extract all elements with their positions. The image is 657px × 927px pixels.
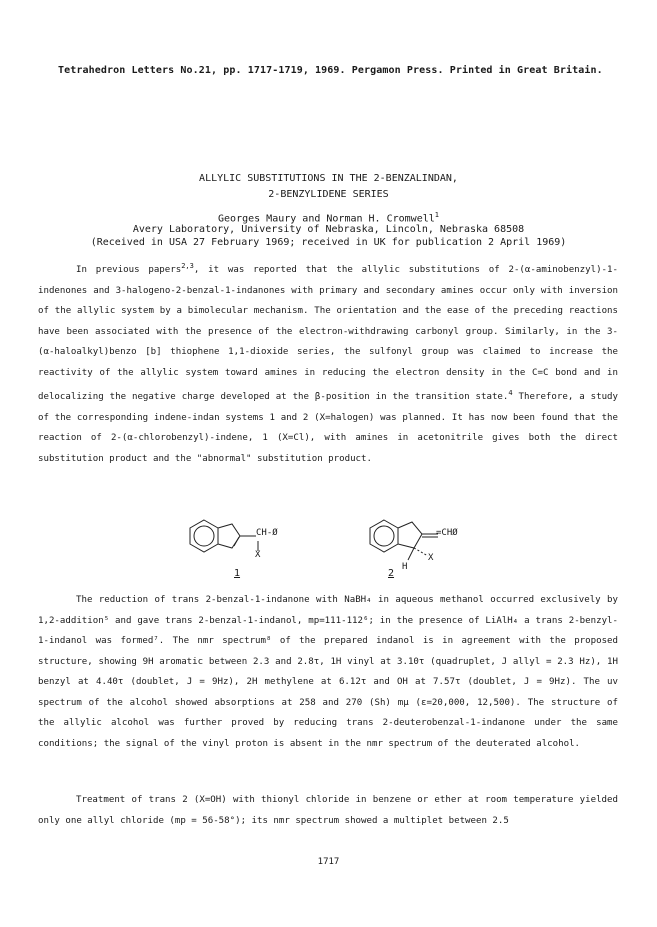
s1-compound-number: 1 <box>234 568 241 579</box>
reduction-paragraph: The reduction of trans 2-benzal-1-indanone with NaBH₄ in aqueous methanol occurred exclusively by 1,2-addition⁵ and gave trans 2-benzal-1-indanol, mp=111-112⁶; in the presence of LiAlH₄ a trans 2-benzyl-1-indanol was formed⁷. The nmr spectrum⁸ of the prepared indanol is in agreement with the proposed structure, showing 9H aromatic between 2.3 and 2.8τ, 1H vinyl at 3.10τ (quadruplet, J allyl = 2.3 Hz), 1H benzyl at 4.40τ (doublet, J = 9Hz), 2H methylene at 6.12τ and OH at 7.57τ (doublet, J = 9Hz). The uv spectrum of the alcohol showed absorptions at 258 and 270 (Sh) mμ (ε=20,000, 12,500). The structure of the allylic alcohol was further proved by reducing trans 2-deuterobenzal-1-indanone under the same conditions; the signal of the vinyl proton is absent in the nmr spectrum of the deuterated alcohol. <box>38 595 618 749</box>
intro-paragraph <box>38 256 618 469</box>
body-paragraph-3 <box>38 790 618 831</box>
s2-x-bond <box>414 548 428 556</box>
page-number: 1717 <box>317 857 340 867</box>
s1-x-label: X <box>255 550 261 560</box>
s2-h-bond <box>408 548 414 560</box>
treatment-paragraph: Treatment of trans 2 (X=OH) with thionyl chloride in benzene or ether at room temperature yielded only one allyl chloride (mp = 56-58°); its nmr spectrum showed a multiplet between 2.5 <box>38 795 618 826</box>
author-footnote-mark: 1 <box>434 211 439 219</box>
author-names <box>0 211 657 224</box>
s1-aromatic-circle <box>194 526 214 546</box>
ref-4: 4 <box>508 389 513 398</box>
ref-2-3: 2,3 <box>181 262 194 270</box>
intro-text-a: In previous papers <box>76 265 182 276</box>
s2-group-label: =CHØ <box>436 528 458 538</box>
s1-double-bond <box>234 537 239 546</box>
s1-group-label: CH-Ø <box>256 528 278 538</box>
intro-text-b: , it was reported that the allylic substitutions of 2-(α-aminobenzyl)-1-indenones and 3-halogeno-2-benzal-1-indanones with primary and secondary amines occur only with inversion of the allylic system by a bimolecular mechanism. The orientation and the ease of the preceding reactions have been associated with the presence of the electron-withdrawing carbonyl group. Similarly, in the 3-(α-haloalkyl)benzo [b] thiophene 1,1-dioxide series, the sulfonyl group was claimed to increase the reactivity of the allylic system toward amines in reducing the electron density in the C=C bond and in delocalizing the negative charge developed at the β-position in the transition state. <box>38 265 618 403</box>
intro-text-c: Therefore, a study of the corresponding indene-indan systems 1 and 2 (X=halogen) was planned. It has now been found that the reaction of 2-(α-chlorobenzyl)-indene, 1 (X=Cl), with amines in acetonitrile gives both the direct substitution product and the "abnormal" substitution product. <box>38 392 618 464</box>
s2-five-ring <box>398 522 422 548</box>
article-title-line-1: ALLYLIC SUBSTITUTIONS IN THE 2-BENZALINDAN, <box>199 173 458 184</box>
s1-five-ring <box>218 524 240 548</box>
author-names-text: Georges Maury and Norman H. Cromwell <box>218 213 435 225</box>
s2-h-label: H <box>402 562 408 572</box>
body-paragraph-2 <box>38 590 618 754</box>
s2-x-label: X <box>428 553 434 563</box>
journal-citation: Tetrahedron Letters No.21, pp. 1717-1719, 1969. Pergamon Press. Printed in Great Britain. <box>58 65 603 76</box>
article-title-line-2: 2-BENZYLIDENE SERIES <box>268 189 389 200</box>
received-dates: (Received in USA 27 February 1969; received in UK for publication 2 April 1969) <box>90 237 567 248</box>
s2-aromatic-circle <box>374 526 394 546</box>
author-affiliation: Avery Laboratory, University of Nebraska, Lincoln, Nebraska 68508 <box>132 224 525 235</box>
s2-compound-number: 2 <box>388 568 395 579</box>
